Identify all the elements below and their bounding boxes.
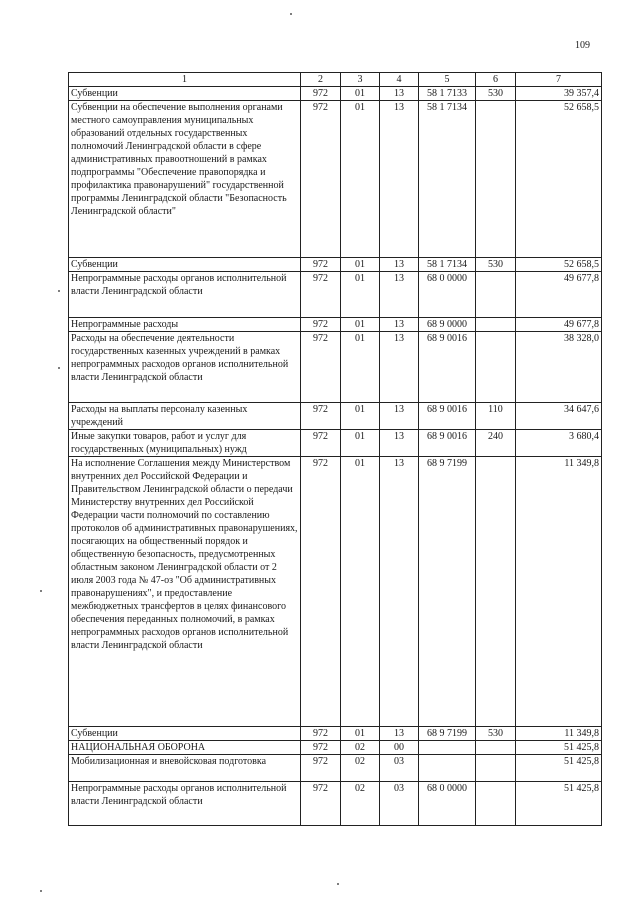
section-code: 01 xyxy=(341,430,380,457)
table-row xyxy=(69,101,602,258)
table-row xyxy=(69,741,602,755)
section-code: 01 xyxy=(341,403,380,430)
column-number-row xyxy=(69,73,602,87)
ministry-code: 972 xyxy=(301,782,341,826)
expense-type-code: 530 xyxy=(476,87,516,101)
target-article-code: 68 0 0000 xyxy=(419,782,476,826)
target-article-code: 68 9 0000 xyxy=(419,318,476,332)
expense-type-code: 530 xyxy=(476,258,516,272)
ministry-code: 972 xyxy=(301,403,341,430)
expense-name: Расходы на обеспечение деятельности государственных казенных учреждений в рамках непрограммных расходов органов исполнительной власти Ленинградской области xyxy=(69,332,301,403)
ministry-code: 972 xyxy=(301,258,341,272)
amount: 51 425,8 xyxy=(516,755,602,782)
expense-name: НАЦИОНАЛЬНАЯ ОБОРОНА xyxy=(69,741,301,755)
column-number: 3 xyxy=(341,73,380,87)
amount: 49 677,8 xyxy=(516,272,602,318)
column-number: 1 xyxy=(69,73,301,87)
target-article-code: 68 9 0016 xyxy=(419,430,476,457)
amount: 34 647,6 xyxy=(516,403,602,430)
target-article-code: 58 1 7134 xyxy=(419,101,476,258)
section-code: 02 xyxy=(341,741,380,755)
table-row xyxy=(69,332,602,403)
column-number: 7 xyxy=(516,73,602,87)
target-article-code: 58 1 7134 xyxy=(419,258,476,272)
ministry-code: 972 xyxy=(301,755,341,782)
expense-type-code: 530 xyxy=(476,727,516,741)
scan-speck xyxy=(40,890,42,892)
column-number: 2 xyxy=(301,73,341,87)
subsection-code: 13 xyxy=(380,430,419,457)
scan-speck xyxy=(40,590,42,592)
ministry-code: 972 xyxy=(301,457,341,727)
expense-type-code xyxy=(476,101,516,258)
target-article-code: 68 9 0016 xyxy=(419,403,476,430)
target-article-code: 58 1 7133 xyxy=(419,87,476,101)
expense-type-code: 240 xyxy=(476,430,516,457)
subsection-code: 13 xyxy=(380,403,419,430)
expense-type-code xyxy=(476,457,516,727)
section-code: 02 xyxy=(341,755,380,782)
expense-type-code xyxy=(476,755,516,782)
section-code: 01 xyxy=(341,258,380,272)
expense-type-code: 110 xyxy=(476,403,516,430)
table-row xyxy=(69,258,602,272)
amount: 49 677,8 xyxy=(516,318,602,332)
ministry-code: 972 xyxy=(301,332,341,403)
ministry-code: 972 xyxy=(301,430,341,457)
target-article-code xyxy=(419,755,476,782)
target-article-code xyxy=(419,741,476,755)
expense-name: Непрограммные расходы xyxy=(69,318,301,332)
expense-name: Субвенции xyxy=(69,258,301,272)
ministry-code: 972 xyxy=(301,101,341,258)
table-row xyxy=(69,318,602,332)
section-code: 01 xyxy=(341,332,380,403)
subsection-code: 13 xyxy=(380,101,419,258)
target-article-code: 68 0 0000 xyxy=(419,272,476,318)
scan-speck xyxy=(58,290,60,292)
expense-name: На исполнение Соглашения между Министерством внутренних дел Российской Федерации и Правительством Ленинградской области о передачи Министерству внутренних дел Российской Федерации части полномочий по составлению протоколов об административных правонарушениях, посягающих на общественный порядок и общественную безопасность, предусмотренных областным законом Ленинградской области от 2 июля 2003 года № 47-оз "Об административных правонарушениях", и предоставление межбюджетных трансфертов в целях финансового обеспечения переданных полномочий, в рамках непрограммных расходов органов исполнительной власти Ленинградской области xyxy=(69,457,301,727)
target-article-code: 68 9 0016 xyxy=(419,332,476,403)
expense-name: Мобилизационная и вневойсковая подготовка xyxy=(69,755,301,782)
expense-name: Расходы на выплаты персоналу казенных учреждений xyxy=(69,403,301,430)
column-number: 5 xyxy=(419,73,476,87)
subsection-code: 13 xyxy=(380,272,419,318)
budget-table xyxy=(68,72,602,826)
subsection-code: 13 xyxy=(380,457,419,727)
amount: 38 328,0 xyxy=(516,332,602,403)
section-code: 01 xyxy=(341,457,380,727)
scan-speck xyxy=(58,367,60,369)
amount: 11 349,8 xyxy=(516,457,602,727)
subsection-code: 03 xyxy=(380,755,419,782)
expense-type-code xyxy=(476,782,516,826)
subsection-code: 13 xyxy=(380,87,419,101)
section-code: 01 xyxy=(341,318,380,332)
section-code: 01 xyxy=(341,727,380,741)
expense-name: Субвенции xyxy=(69,87,301,101)
scan-speck xyxy=(290,13,292,15)
amount: 11 349,8 xyxy=(516,727,602,741)
ministry-code: 972 xyxy=(301,272,341,318)
table-row xyxy=(69,782,602,826)
table-row xyxy=(69,87,602,101)
table-row xyxy=(69,457,602,727)
expense-type-code xyxy=(476,741,516,755)
expense-name: Непрограммные расходы органов исполнительной власти Ленинградской области xyxy=(69,782,301,826)
amount: 51 425,8 xyxy=(516,741,602,755)
subsection-code: 13 xyxy=(380,258,419,272)
subsection-code: 00 xyxy=(380,741,419,755)
section-code: 02 xyxy=(341,782,380,826)
scan-speck xyxy=(337,883,339,885)
target-article-code: 68 9 7199 xyxy=(419,457,476,727)
ministry-code: 972 xyxy=(301,318,341,332)
ministry-code: 972 xyxy=(301,741,341,755)
expense-name: Иные закупки товаров, работ и услуг для государственных (муниципальных) нужд xyxy=(69,430,301,457)
section-code: 01 xyxy=(341,101,380,258)
table-row xyxy=(69,755,602,782)
amount: 3 680,4 xyxy=(516,430,602,457)
expense-type-code xyxy=(476,272,516,318)
table-row xyxy=(69,430,602,457)
column-number: 4 xyxy=(380,73,419,87)
subsection-code: 13 xyxy=(380,332,419,403)
table-row xyxy=(69,727,602,741)
target-article-code: 68 9 7199 xyxy=(419,727,476,741)
subsection-code: 13 xyxy=(380,318,419,332)
ministry-code: 972 xyxy=(301,87,341,101)
expense-name: Субвенции на обеспечение выполнения органами местного самоуправления муниципальных образований отдельных государственных полномочий Ленинградской области в сфере административных правоотношений в рамках подпрограммы "Обеспечение правопорядка и профилактика правонарушений" государственной программы Ленинградской области "Безопасность Ленинградской области" xyxy=(69,101,301,258)
subsection-code: 13 xyxy=(380,727,419,741)
section-code: 01 xyxy=(341,272,380,318)
amount: 51 425,8 xyxy=(516,782,602,826)
table-row xyxy=(69,272,602,318)
table-row xyxy=(69,403,602,430)
amount: 52 658,5 xyxy=(516,258,602,272)
ministry-code: 972 xyxy=(301,727,341,741)
page-number: 109 xyxy=(575,40,590,51)
expense-name: Субвенции xyxy=(69,727,301,741)
section-code: 01 xyxy=(341,87,380,101)
column-number: 6 xyxy=(476,73,516,87)
expense-name: Непрограммные расходы органов исполнительной власти Ленинградской области xyxy=(69,272,301,318)
amount: 52 658,5 xyxy=(516,101,602,258)
expense-type-code xyxy=(476,332,516,403)
expense-type-code xyxy=(476,318,516,332)
subsection-code: 03 xyxy=(380,782,419,826)
amount: 39 357,4 xyxy=(516,87,602,101)
